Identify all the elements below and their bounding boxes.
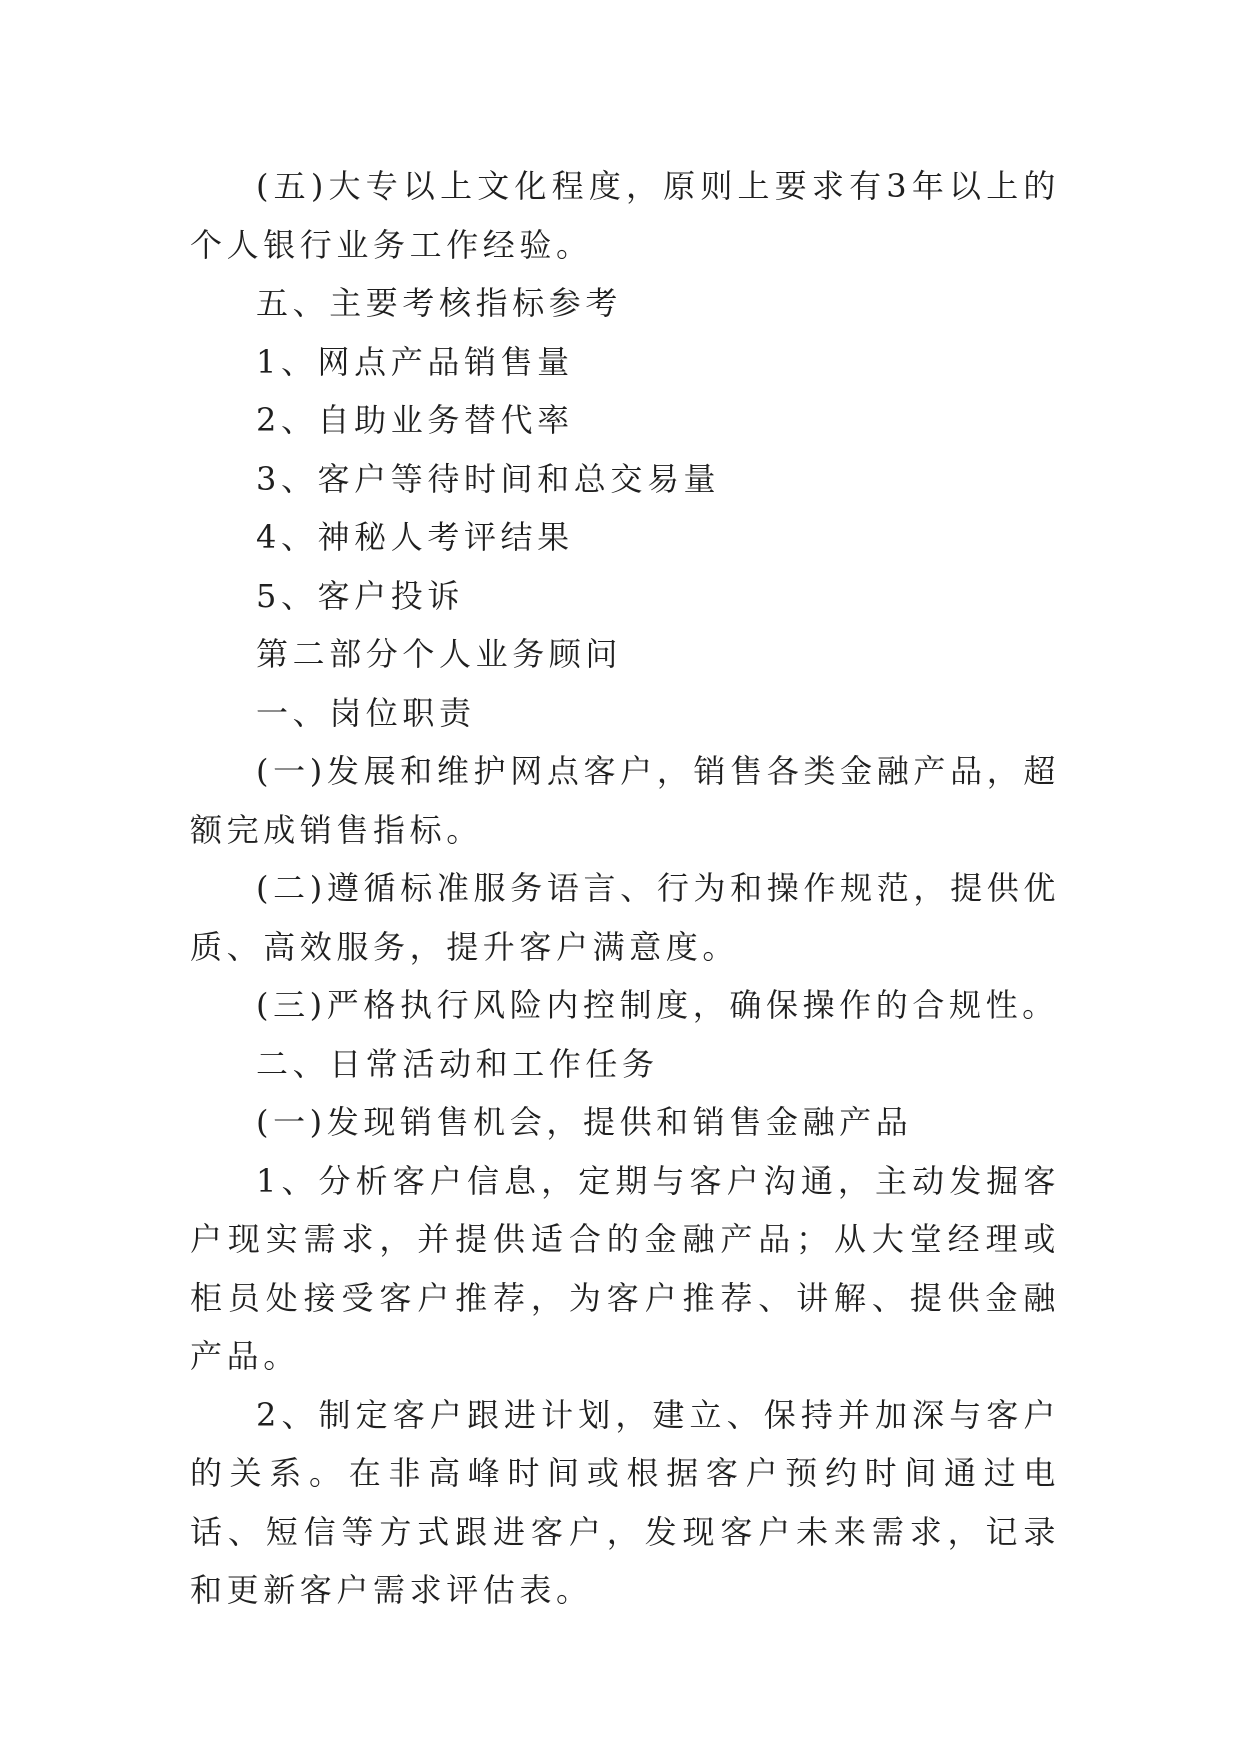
list-item-sales-volume: 1、网点产品销售量 [256, 342, 574, 381]
heading-part-two: 第二部分个人业务顾问 [256, 635, 623, 673]
paragraph-duty-two: (二)遵循标准服务语言、行为和操作规范，提供优质、高效服务，提升客户满意度。 [190, 869, 1060, 966]
heading-assessment-indicators: 五、主要考核指标参考 [256, 284, 623, 322]
paragraph-task-two: 2、制定客户跟进计划，建立、保持并加深与客户的关系。在非高峰时间或根据客户预约时间通过电话、短信等方式跟进客户，发现客户未来需求，记录和更新客户需求评估表。 [190, 1395, 1060, 1609]
list-item-wait-time: 3、客户等待时间和总交易量 [256, 459, 721, 498]
subheading-sales-opportunities: (一)发现销售机会，提供和销售金融产品 [256, 1103, 913, 1141]
list-item-complaints: 5、客户投诉 [256, 576, 464, 615]
paragraph-duty-three: (三)严格执行风险内控制度，确保操作的合规性。 [256, 986, 1059, 1024]
heading-job-duties: 一、岗位职责 [256, 693, 476, 732]
list-item-mystery-shopper: 4、神秘人考评结果 [256, 518, 574, 556]
list-item-self-service-rate: 2、自助业务替代率 [256, 401, 574, 439]
paragraph-duty-one: (一)发展和维护网点客户，销售各类金融产品，超额完成销售指标。 [190, 752, 1060, 849]
paragraph-task-one: 1、分析客户信息，定期与客户沟通，主动发掘客户现实需求，并提供适合的金融产品；从大堂经理或柜员处接受客户推荐，为客户推荐、讲解、提供金融产品。 [190, 1161, 1060, 1375]
paragraph-education-requirement: (五)大专以上文化程度，原则上要求有3年以上的个人银行业务工作经验。 [190, 167, 1060, 264]
document-body [190, 157, 1060, 1620]
heading-daily-tasks: 二、日常活动和工作任务 [256, 1044, 659, 1083]
